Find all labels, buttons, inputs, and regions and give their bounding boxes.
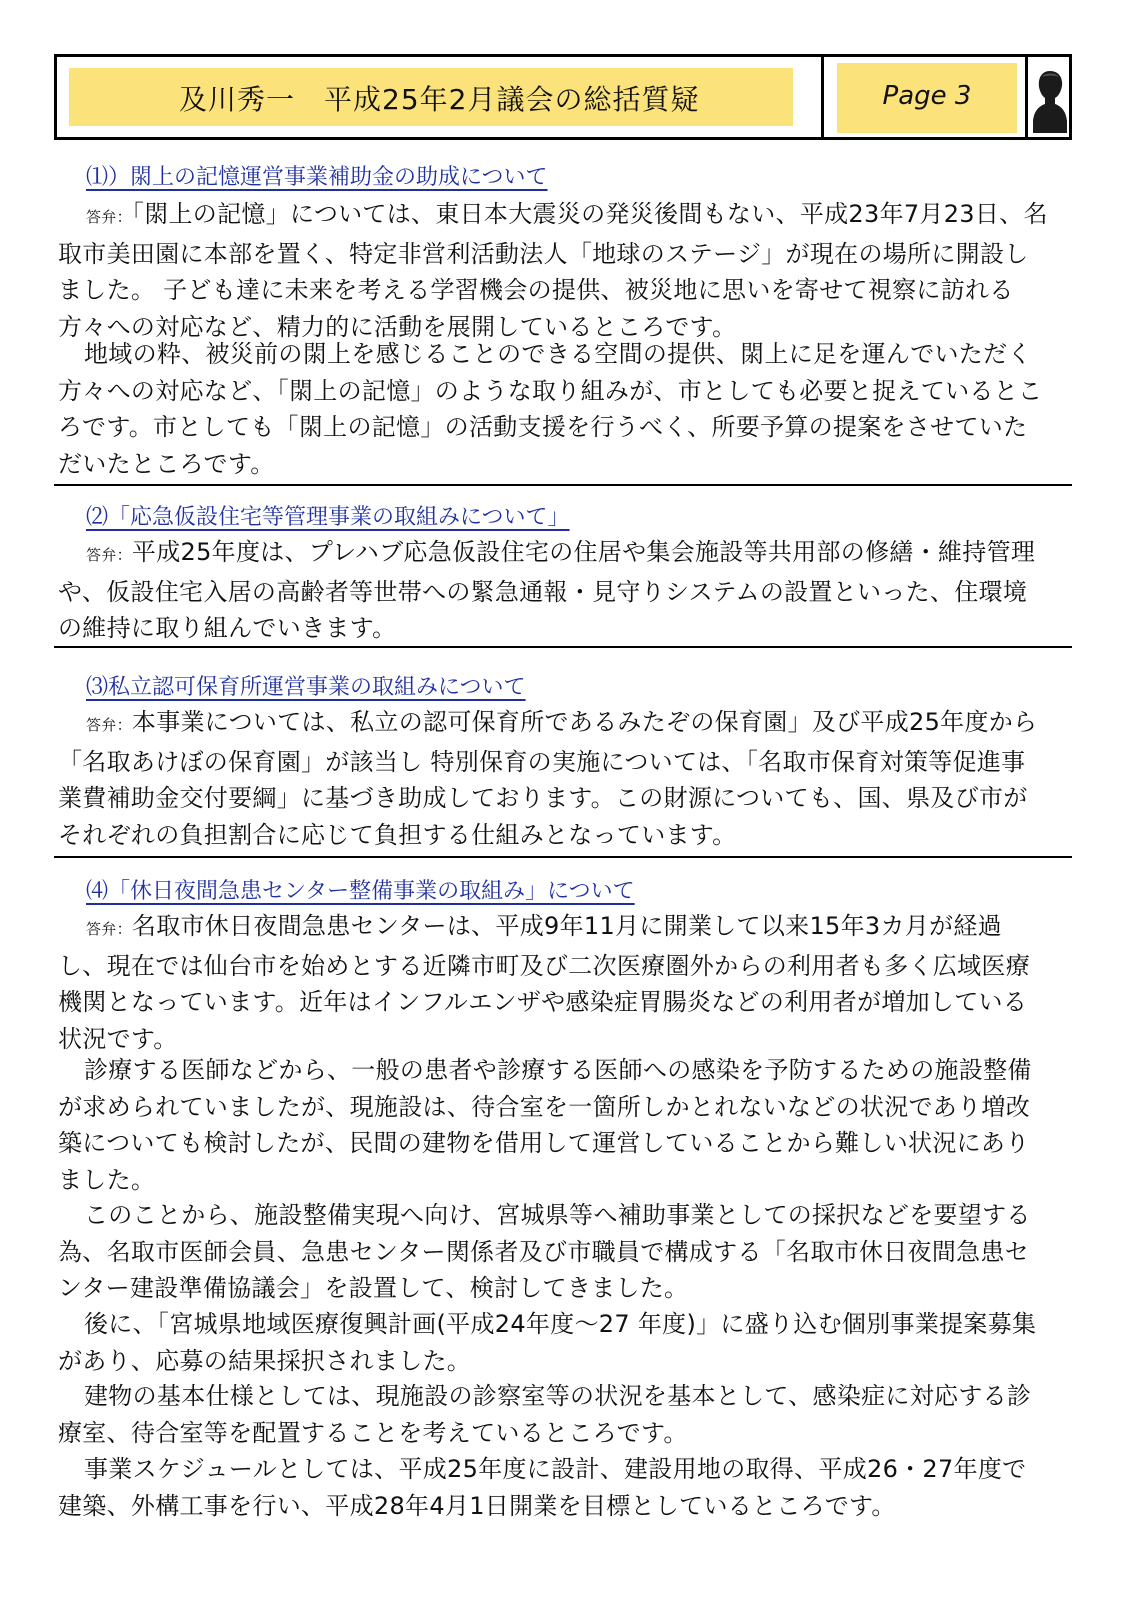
section-title: ⑶私立認可保育所運営事業の取組みについて <box>86 675 526 700</box>
body-paragraph: 建物の基本仕様としては、現施設の診察室等の状況を基本として、感染症に対応する診療室、待合室等を配置することを考えているところです。 <box>58 1382 1032 1447</box>
section-title: ⑴）閖上の記憶運営事業補助金の助成について <box>86 165 548 190</box>
body-paragraph: 後に、「宮城県地域医療復興計画(平成24年度～27 年度)」に盛り込む個別事業提案募集があり、応募の結果採択されました。 <box>58 1310 1037 1375</box>
page-header <box>54 54 1072 140</box>
header-divider <box>1025 57 1028 137</box>
body-paragraph: 診療する医師などから、一般の患者や診療する医師への感染を予防するための施設整備が求められていましたが、現施設は、待合室を一箇所しかとれないなどの状況であり増改築についても検討したが、民間の建物を借用して運営していることから難しい状況にありました。 <box>58 1056 1032 1194</box>
page-number-banner <box>837 63 1017 133</box>
person-silhouette-icon <box>1031 61 1069 133</box>
answer-label: 答弁： <box>86 716 132 734</box>
page-title: 及川秀一 平成25年2月議会の総括質疑 <box>179 83 700 116</box>
answer-paragraph: 答弁：「閖上の記憶」については、東日本大震災の発災後間もない、平成23年7月23日、名取市美田園に本部を置く、特定非営利活動法人「地球のステージ」が現在の場所に開設しました。 子ども達に未来を考える学習機会の提供、被災地に思いを寄せて視察に訪れる方々への対応など、精力的に活動を展開しているところです。 <box>58 200 1048 341</box>
body-paragraph: 地域の粋、被災前の閖上を感じることのできる空間の提供、閖上に足を運んでいただく方々への対応など、「閖上の記憶」のような取り組みが、市としても必要と捉えているところです。市としても「閖上の記憶」の活動支援を行うべく、所要予算の提案をさせていただいたところです。 <box>58 340 1043 478</box>
header-divider <box>821 57 824 137</box>
section-title: ⑵「応急仮設住宅等管理事業の取組みについて」 <box>86 505 570 530</box>
page-number: Page 3 <box>882 81 972 111</box>
body-paragraph: 事業スケジュールとしては、平成25年度に設計、建設用地の取得、平成26・27年度で建築、外構工事を行い、平成28年4月1日開業を目標としているところです。 <box>58 1455 1027 1520</box>
section-divider <box>54 646 1072 648</box>
section-divider <box>54 484 1072 486</box>
title-banner <box>69 68 793 126</box>
answer-label: 答弁： <box>86 208 132 226</box>
answer-paragraph: 答弁：平成25年度は、プレハブ応急仮設住宅の住居や集会施設等共用部の修繕・維持管理や、仮設住宅入居の高齢者等世帯への緊急通報・見守りシステムの設置といった、住環境の維持に取り組んでいきます。 <box>58 538 1036 642</box>
answer-label: 答弁： <box>86 546 132 564</box>
answer-paragraph: 答弁：名取市休日夜間急患センターは、平成9年11月に開業して以来15年3カ月が経過し、現在では仙台市を始めとする近隣市町及び二次医療圏外からの利用者も多く広域医療機関となっています。近年はインフルエンザや感染症胃腸炎などの利用者が増加している状況です。 <box>58 912 1030 1053</box>
body-paragraph: このことから、施設整備実現へ向け、宮城県等へ補助事業としての採択などを要望する為、名取市医師会員、急患センター関係者及び市職員で構成する「名取市休日夜間急患センター建設準備協議会」を設置して、検討してきました。 <box>58 1201 1031 1302</box>
answer-label: 答弁： <box>86 920 132 938</box>
section-title: ⑷「休日夜間急患センター整備事業の取組み」について <box>86 879 635 904</box>
section-divider <box>54 856 1072 858</box>
answer-paragraph: 答弁：本事業については、私立の認可保育所であるみたぞの保育園」及び平成25年度から「名取あけぼの保育園」が該当し 特別保育の実施については、「名取市保育対策等促進事業費補助金交付要綱」に基づき助成しております。この財源についても、国、県及び市がそれぞれの負担割合に応じて負担する仕組みとなっています。 <box>58 708 1038 849</box>
